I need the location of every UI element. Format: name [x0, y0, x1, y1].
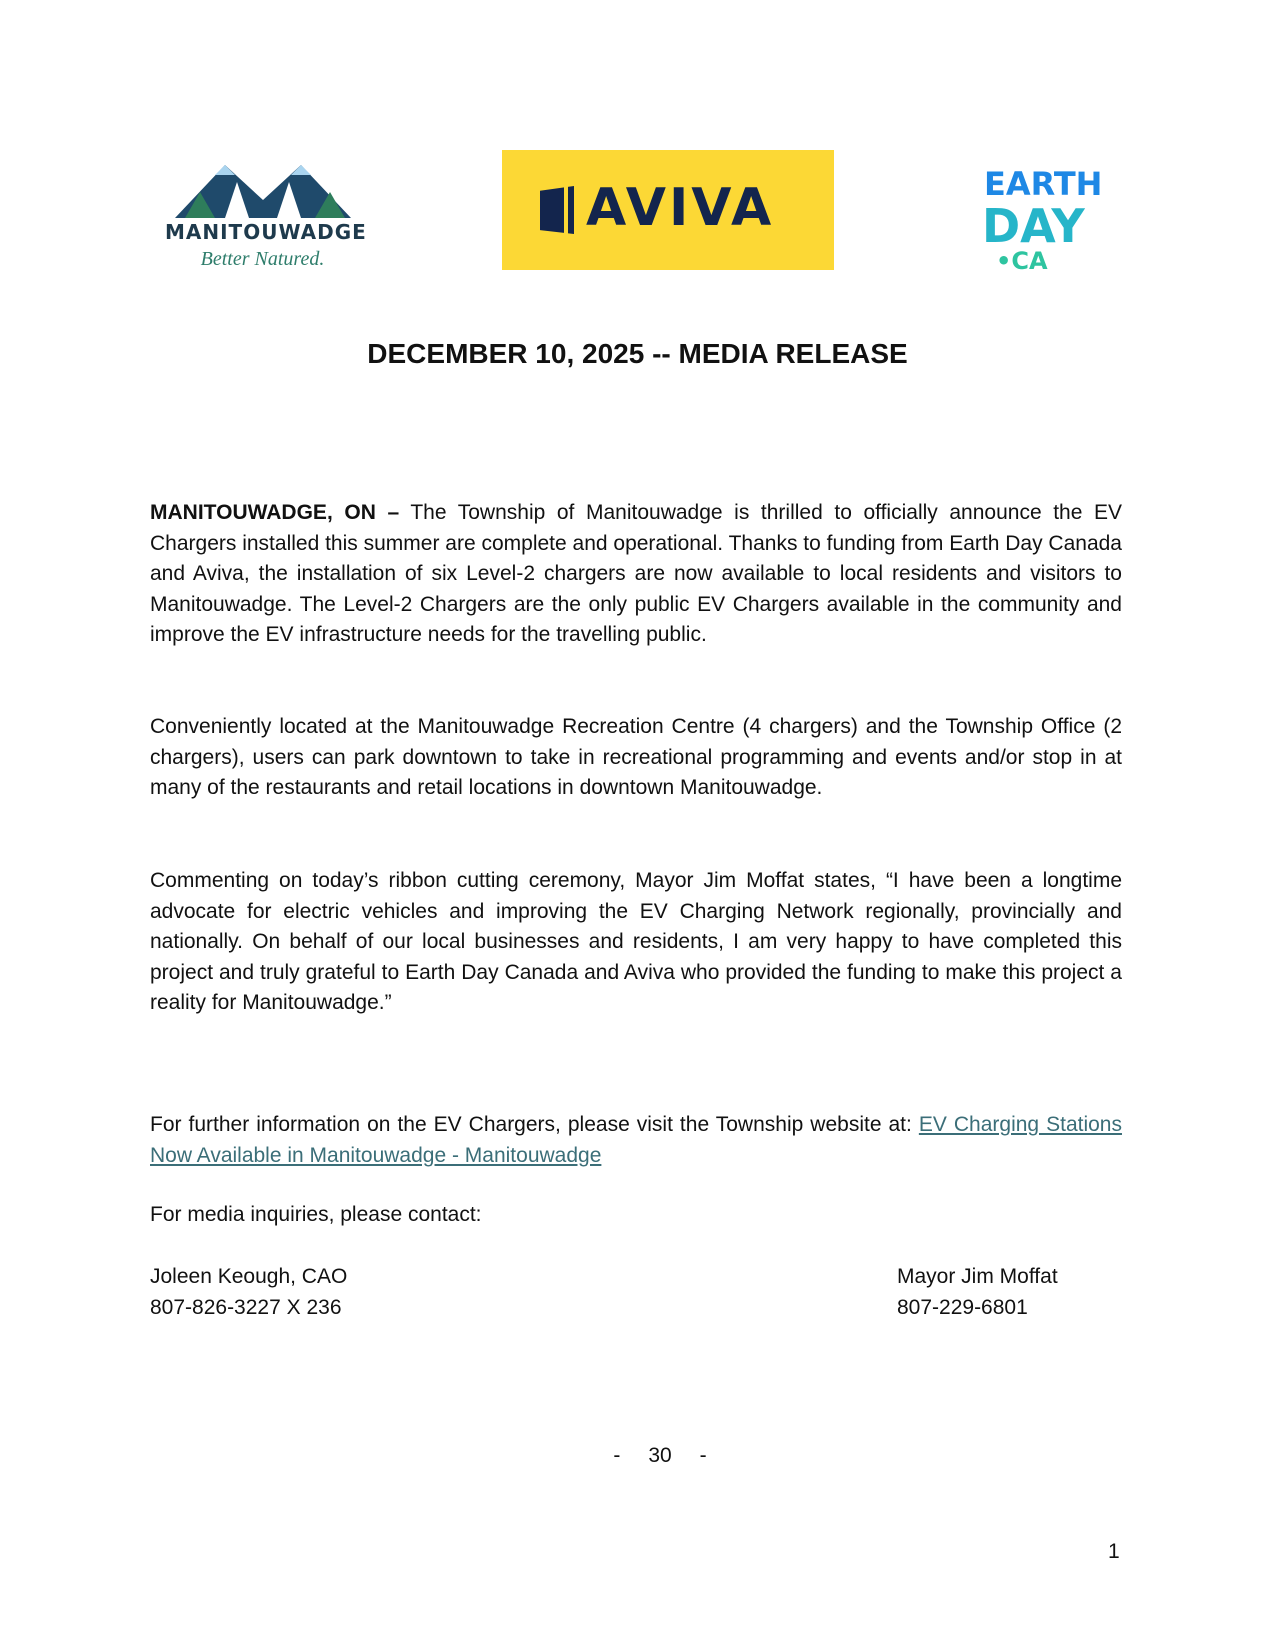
paragraph-intro: [150, 498, 1122, 651]
contact-name: Joleen Keough, CAO: [150, 1265, 348, 1288]
intro-text: The Township of Manitouwadge is thrilled to officially announce the EV Chargers installed this summer are complete and operational. Thanks to funding from Earth Day Canada and Aviva, the installation of six Level-2 chargers are now available to local residents and visitors to Manitouwadge. The Level-2 Chargers are the only public EV Chargers available in the community and improve the EV infrastructure needs for the travelling public.: [150, 501, 1123, 646]
township-website-link[interactable]: EV Charging Stations Now Available in Manitouwadge - Manitouwadge: [150, 1113, 1122, 1167]
manitouwadge-logo-name: MANITOUWADGE: [165, 220, 367, 244]
mountain-trees-icon: [165, 160, 360, 220]
manitouwadge-logo-tagline: Better Natured.: [200, 248, 325, 270]
end-mark: - 30 -: [613, 1444, 707, 1467]
contact-phone: 807-229-6801: [897, 1295, 1028, 1319]
contact-mayor: [897, 1262, 1058, 1323]
aviva-mark-icon: [540, 186, 574, 234]
media-inquiries-label: For media inquiries, please contact:: [150, 1203, 482, 1226]
earthday-line3: •CA: [996, 247, 1048, 275]
manitouwadge-logo: [165, 160, 367, 280]
contact-phone: 807-826-3227 X 236: [150, 1295, 342, 1319]
earthday-logo: [980, 165, 1110, 280]
page-title: DECEMBER 10, 2025 -- MEDIA RELEASE: [367, 338, 908, 369]
earthday-line1: EARTH: [984, 165, 1103, 203]
contact-name: Mayor Jim Moffat: [897, 1265, 1058, 1288]
aviva-logo: [502, 150, 834, 270]
paragraph-more-info: [150, 1110, 1122, 1171]
paragraph-quote: Commenting on today’s ribbon cutting ceremony, Mayor Jim Moffat states, “I have been a longtime advocate for electric vehicles and improving the EV Charging Network regionally, provincially and nationally. On behalf of our local businesses and residents, I am very happy to have completed this project and truly grateful to Earth Day Canada and Aviva who provided the funding to make this project a reality for Manitouwadge.”: [150, 869, 1122, 1014]
earthday-line2: DAY: [982, 199, 1085, 253]
more-info-text: For further information on the EV Chargers, please visit the Township website at:: [150, 1113, 919, 1136]
dateline: MANITOUWADGE, ON –: [150, 501, 400, 524]
page-number: 1: [1108, 1540, 1120, 1563]
aviva-logo-text: AVIVA: [586, 178, 775, 238]
contact-cao: [150, 1262, 347, 1323]
paragraph-locations: Conveniently located at the Manitouwadge Recreation Centre (4 chargers) and the Township Office (2 chargers), users can park downtown to take in recreational programming and events and/or stop in at many of the restaurants and retail locations in downtown Manitouwadge.: [150, 715, 1122, 799]
